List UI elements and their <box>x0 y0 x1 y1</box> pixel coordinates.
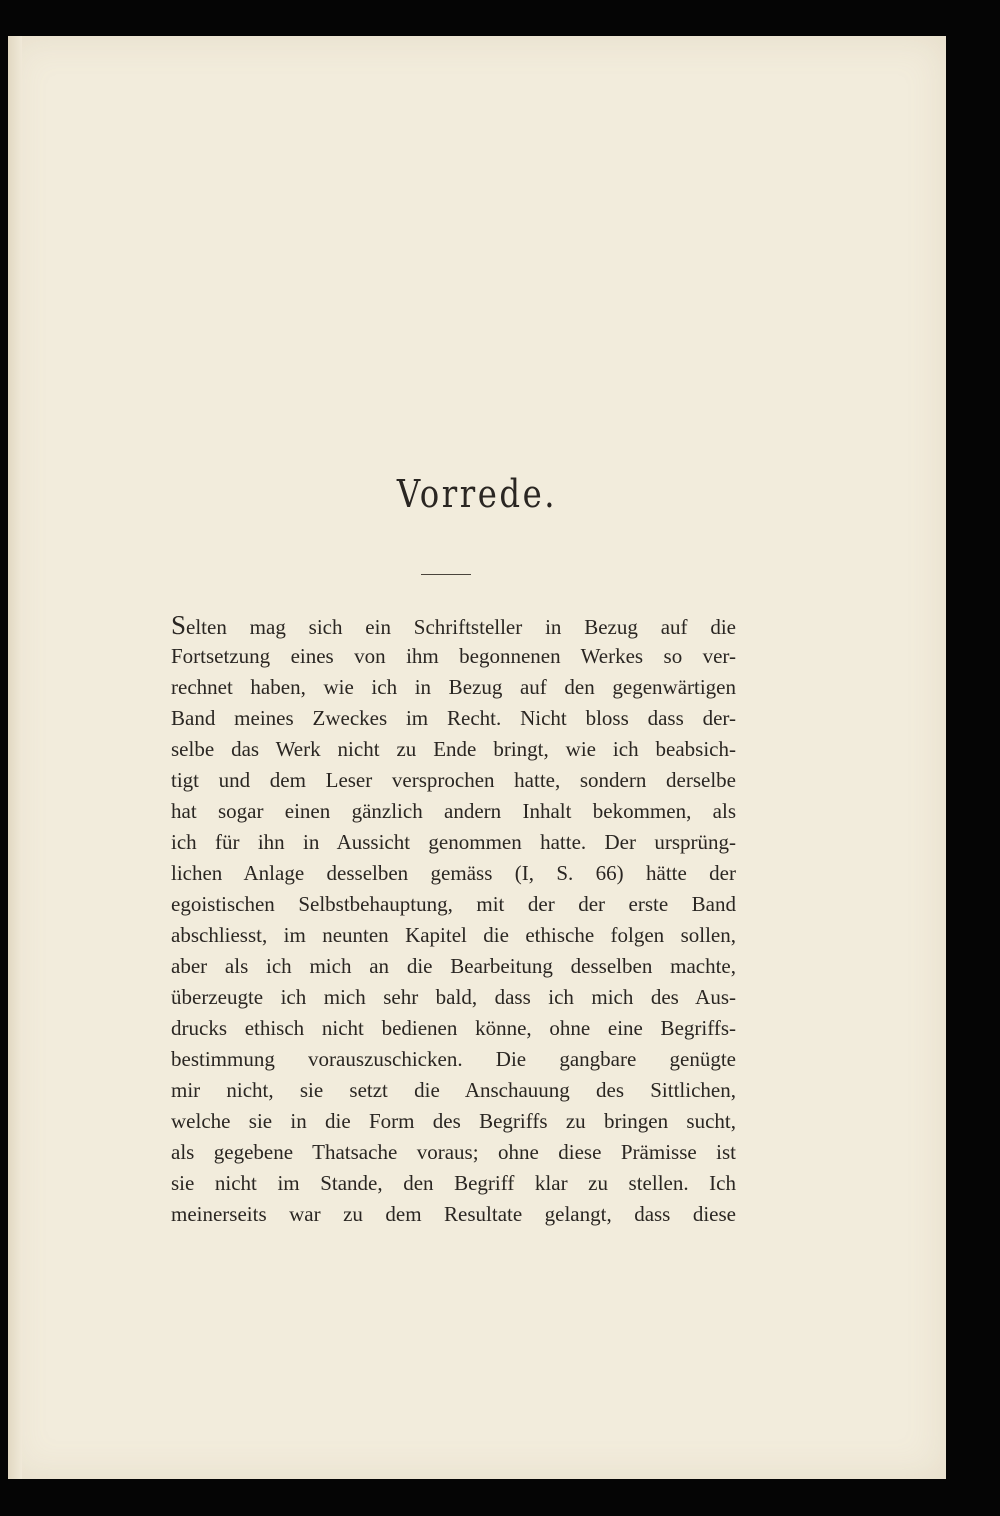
text-line: mir nicht, sie setzt die Anschauung des Sittlichen, <box>171 1078 736 1102</box>
title-divider <box>421 574 471 575</box>
text-line: überzeugte ich mich sehr bald, dass ich mich des Aus- <box>171 985 736 1009</box>
text-line: welche sie in die Form des Begriffs zu bringen sucht, <box>171 1109 736 1133</box>
text-line: tigt und dem Leser versprochen hatte, sondern derselbe <box>171 768 736 792</box>
text-line: aber als ich mich an die Bearbeitung desselben machte, <box>171 954 736 978</box>
text-line: hat sogar einen gänzlich andern Inhalt bekommen, als <box>171 799 736 823</box>
first-line-text: elten mag sich ein Schriftsteller in Bezug auf die <box>186 615 736 639</box>
text-line: Fortsetzung eines von ihm begonnenen Werkes so ver- <box>171 644 736 668</box>
text-line: abschliesst, im neunten Kapitel die ethische folgen sollen, <box>171 923 736 947</box>
text-line: lichen Anlage desselben gemäss (I, S. 66) hätte der <box>171 861 736 885</box>
initial-letter: S <box>171 610 187 640</box>
page-title: Vorrede. <box>396 472 558 516</box>
page-gutter <box>8 36 22 1479</box>
text-line: sie nicht im Stande, den Begriff klar zu stellen. Ich <box>171 1171 736 1195</box>
text-line: bestimmung vorauszuschicken. Die gangbare genügte <box>171 1047 736 1071</box>
book-page <box>8 36 946 1479</box>
body-text <box>171 610 736 1230</box>
text-line: meinerseits war zu dem Resultate gelangt, dass diese <box>171 1202 736 1226</box>
text-line: selbe das Werk nicht zu Ende bringt, wie ich beabsich- <box>171 737 736 761</box>
text-line: als gegebene Thatsache voraus; ohne diese Prämisse ist <box>171 1140 736 1164</box>
text-line: Band meines Zweckes im Recht. Nicht bloss dass der- <box>171 706 736 730</box>
text-line: ich für ihn in Aussicht genommen hatte. Der ursprüng- <box>171 830 736 854</box>
text-line <box>171 610 736 641</box>
text-line: drucks ethisch nicht bedienen könne, ohne eine Begriffs- <box>171 1016 736 1040</box>
text-line: egoistischen Selbstbehauptung, mit der der erste Band <box>171 892 736 916</box>
scan-bottom-edge <box>0 1490 1000 1516</box>
text-line: rechnet haben, wie ich in Bezug auf den gegenwärtigen <box>171 675 736 699</box>
